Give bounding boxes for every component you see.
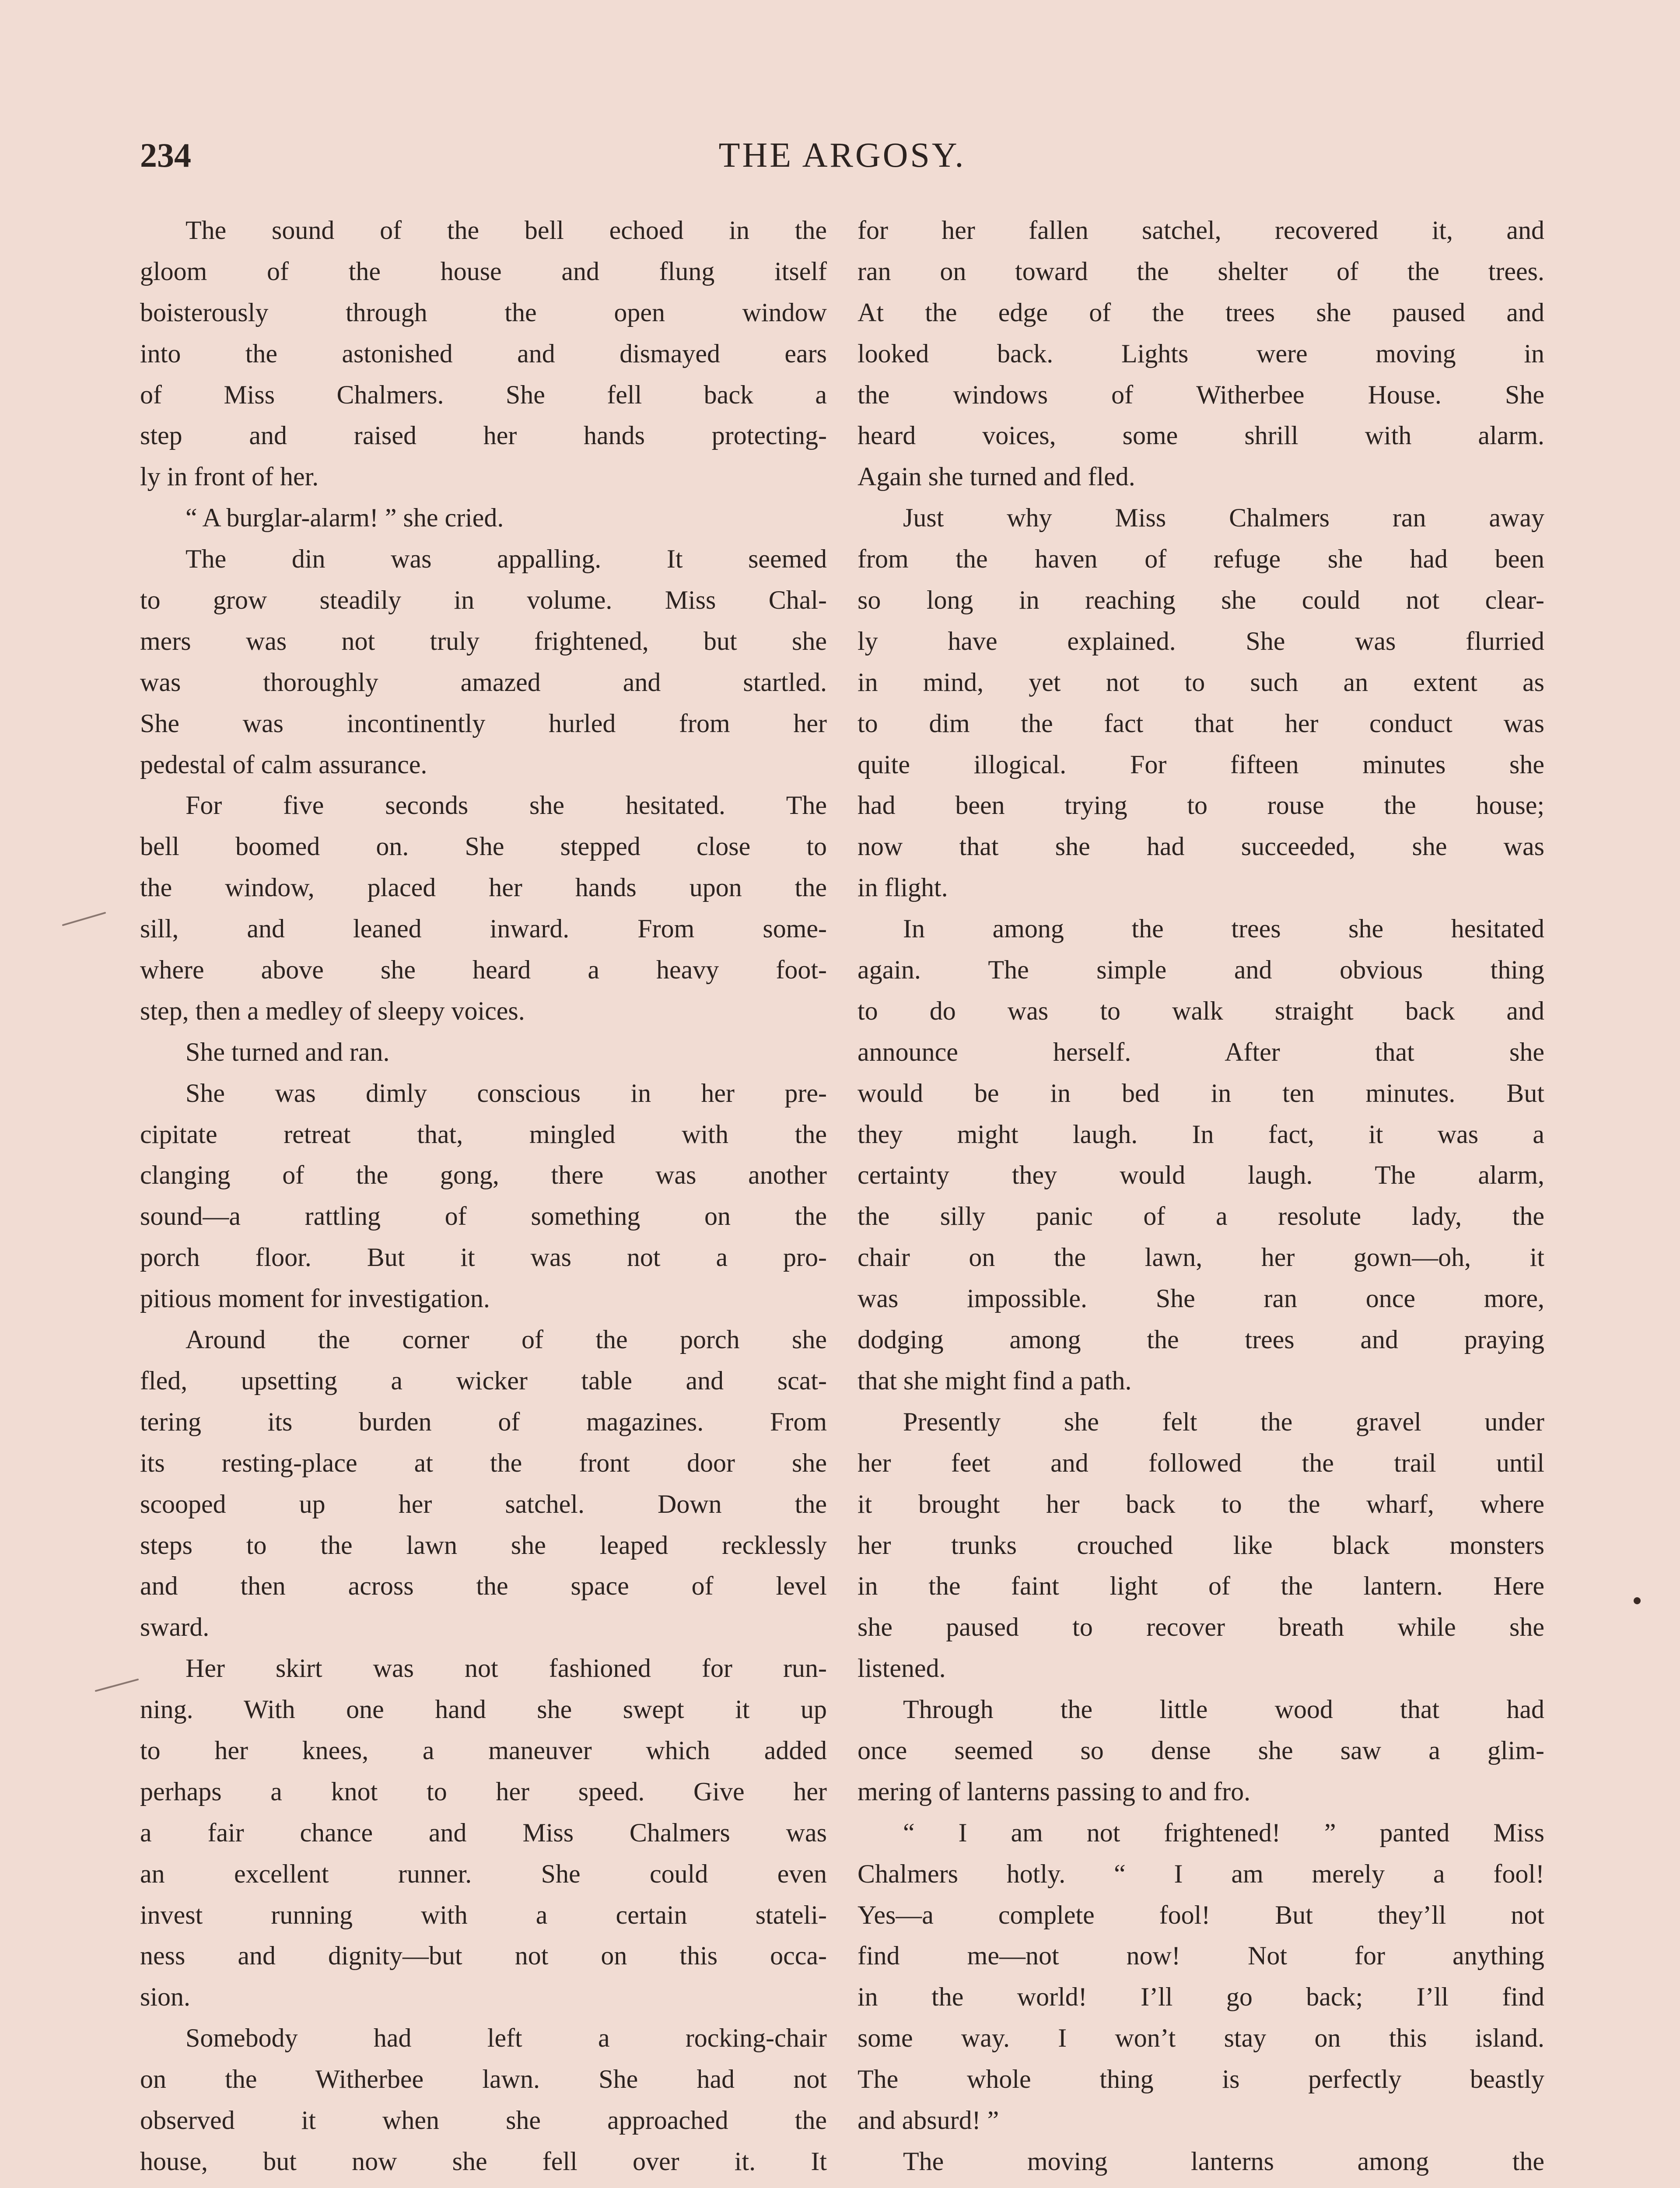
paragraph [140, 498, 827, 539]
text-line: Yes—a complete fool! But they’ll not [858, 1900, 1544, 1929]
text-line: of Miss Chalmers. She fell back a [140, 380, 827, 409]
text-line: sill, and leaned inward. From some- [140, 914, 827, 943]
text-line: For five seconds she hesitated. The [186, 791, 827, 820]
text-line: in mind, yet not to such an extent as [858, 667, 1544, 697]
text-line: for her fallen satchel, recovered it, and [858, 216, 1544, 245]
text-line: bell boomed on. She stepped close to [140, 832, 827, 861]
text-line: mering of lanterns passing to and fro. [858, 1777, 1251, 1806]
text-line: invest running with a certain stateli- [140, 1900, 827, 1929]
text-line: step, then a medley of sleepy voices. [140, 996, 525, 1025]
text-line: mers was not truly frightened, but she [140, 626, 827, 656]
text-line: she paused to recover breath while she [858, 1613, 1544, 1642]
text-line: scooped up her satchel. Down the [140, 1489, 827, 1518]
text-line: gloom of the house and flung itself [140, 256, 827, 286]
text-line: announce herself. After that she [858, 1037, 1544, 1066]
paragraph [858, 908, 1544, 1402]
text-line: “ A burglar-alarm! ” she cried. [186, 503, 504, 533]
text-line: pedestal of calm assurance. [140, 750, 427, 779]
text-line: ly in front of her. [140, 462, 319, 491]
text-line: a fair chance and Miss Chalmers was [140, 1818, 827, 1847]
paragraph [140, 2018, 827, 2188]
text-line: steps to the lawn she leaped recklessly [140, 1530, 827, 1560]
text-line: in flight. [858, 873, 948, 902]
text-line: once seemed so dense she saw a glim- [858, 1736, 1544, 1765]
text-line: and then across the space of level [140, 1571, 827, 1601]
text-line: observed it when she approached the [140, 2105, 827, 2135]
paragraph [140, 1032, 827, 1073]
text-line: clanging of the gong, there was another [140, 1161, 827, 1190]
text-line: The sound of the bell echoed in the [186, 216, 827, 245]
text-line: had been trying to rouse the house; [858, 791, 1544, 820]
text-line: ly have explained. She was flurried [858, 626, 1544, 656]
text-line: her feet and followed the trail until [858, 1448, 1544, 1477]
text-line: heard voices, some shrill with alarm. [858, 421, 1544, 450]
text-line: the window, placed her hands upon the [140, 873, 827, 902]
margin-pencil-mark [94, 1676, 142, 1694]
text-line: She was incontinently hurled from her [140, 708, 827, 738]
text-line: pitious moment for investigation. [140, 1284, 490, 1313]
text-line: her trunks crouched like black monsters [858, 1530, 1544, 1560]
text-line: to dim the fact that her conduct was [858, 708, 1544, 738]
text-line: they might laugh. In fact, it was a [858, 1119, 1544, 1149]
text-line: In among the trees she hesitated [903, 914, 1544, 943]
margin-pencil-mark [61, 910, 109, 928]
text-line: Presently she felt the gravel under [903, 1407, 1544, 1436]
text-line: Chalmers hotly. “ I am merely a fool! [858, 1859, 1544, 1888]
text-line: “ I am not frightened! ” panted Miss [903, 1818, 1544, 1847]
text-line: Again she turned and fled. [858, 462, 1135, 491]
text-line: was thoroughly amazed and startled. [140, 667, 827, 697]
text-line: Somebody had left a rocking-chair [186, 2023, 827, 2053]
text-line: from the haven of refuge she had been [858, 544, 1544, 574]
text-line: into the astonished and dismayed ears [140, 339, 827, 368]
text-line: ning. With one hand she swept it up [140, 1695, 827, 1724]
paragraph [858, 1402, 1544, 1689]
text-line: on the Witherbee lawn. She had not [140, 2065, 827, 2094]
ink-speck [1634, 1597, 1641, 1604]
text-line [140, 2182, 827, 2188]
text-line: the silly panic of a resolute lady, the [858, 1202, 1544, 1231]
text-line: again. The simple and obvious thing [858, 955, 1544, 985]
text-line [858, 2182, 1544, 2188]
text-line: an excellent runner. She could even [140, 1859, 827, 1888]
text-line: sion. [140, 1982, 191, 2012]
text-line: Around the corner of the porch she [186, 1325, 827, 1354]
text-line: its resting-place at the front door she [140, 1448, 827, 1477]
text-line: certainty they would laugh. The alarm, [858, 1161, 1544, 1190]
text-line: dodging among the trees and praying [858, 1325, 1544, 1354]
paragraph [858, 1813, 1544, 2141]
paragraph [140, 1648, 827, 2018]
paragraph [140, 210, 827, 498]
text-line: step and raised her hands protecting- [140, 421, 827, 450]
text-line: was impossible. She ran once more, [858, 1284, 1544, 1313]
text-line: At the edge of the trees she paused and [858, 298, 1544, 327]
text-column-right [858, 210, 1544, 2188]
text-line: The whole thing is perfectly beastly [858, 2065, 1544, 2094]
text-line: cipitate retreat that, mingled with the [140, 1119, 827, 1149]
text-line: looked back. Lights were moving in [858, 339, 1544, 368]
text-line: listened. [858, 1654, 946, 1683]
text-column-left [140, 210, 827, 2188]
paragraph [140, 1319, 827, 1648]
text-line: some way. I won’t stay on this island. [858, 2023, 1544, 2053]
text-line: ran on toward the shelter of the trees. [858, 256, 1544, 286]
text-line: in the faint light of the lantern. Here [858, 1571, 1544, 1601]
paragraph [140, 785, 827, 1031]
text-line: chair on the lawn, her gown—oh, it [858, 1243, 1544, 1272]
text-line: sward. [140, 1613, 210, 1642]
text-line: the windows of Witherbee House. She [858, 380, 1544, 409]
paragraph [858, 2141, 1544, 2188]
text-line: quite illogical. For fifteen minutes she [858, 750, 1544, 779]
text-line: tering its burden of magazines. From [140, 1407, 827, 1436]
paragraph [858, 498, 1544, 908]
text-line: to do was to walk straight back and [858, 996, 1544, 1025]
text-line: in the world! I’ll go back; I’ll find [858, 1982, 1544, 2012]
text-line: fled, upsetting a wicker table and scat- [140, 1366, 827, 1395]
text-line: house, but now she fell over it. It [140, 2146, 827, 2176]
text-line: perhaps a knot to her speed. Give her [140, 1777, 827, 1806]
text-line: where above she heard a heavy foot- [140, 955, 827, 985]
text-line: ness and dignity—but not on this occa- [140, 1941, 827, 1971]
text-line: The din was appalling. It seemed [186, 544, 827, 574]
text-line: Just why Miss Chalmers ran away [903, 503, 1544, 533]
text-line: to grow steadily in volume. Miss Chal- [140, 586, 827, 615]
text-line: now that she had succeeded, she was [858, 832, 1544, 861]
page-number: 234 [140, 136, 191, 174]
text-line: She was dimly conscious in her pre- [186, 1078, 827, 1108]
paragraph [140, 539, 827, 785]
text-line: so long in reaching she could not clear- [858, 586, 1544, 615]
text-line: it brought her back to the wharf, where [858, 1489, 1544, 1518]
paragraph [858, 210, 1544, 498]
text-line: would be in bed in ten minutes. But [858, 1078, 1544, 1108]
text-line: to her knees, a maneuver which added [140, 1736, 827, 1765]
text-line: and absurd! ” [858, 2105, 999, 2135]
text-line: Her skirt was not fashioned for run- [186, 1654, 827, 1683]
running-title: THE ARGOSY. [718, 136, 966, 175]
text-line: porch floor. But it was not a pro- [140, 1243, 827, 1272]
text-line: find me—not now! Not for anything [858, 1941, 1544, 1971]
text-line: boisterously through the open window [140, 298, 827, 327]
text-line: She turned and ran. [186, 1037, 390, 1066]
paragraph [858, 1689, 1544, 1813]
paragraph [140, 1073, 827, 1319]
running-head [140, 131, 1544, 179]
text-line: Through the little wood that had [903, 1695, 1544, 1724]
text-line: sound—a rattling of something on the [140, 1202, 827, 1231]
text-line: that she might find a path. [858, 1366, 1132, 1395]
text-line: The moving lanterns among the [903, 2146, 1544, 2176]
